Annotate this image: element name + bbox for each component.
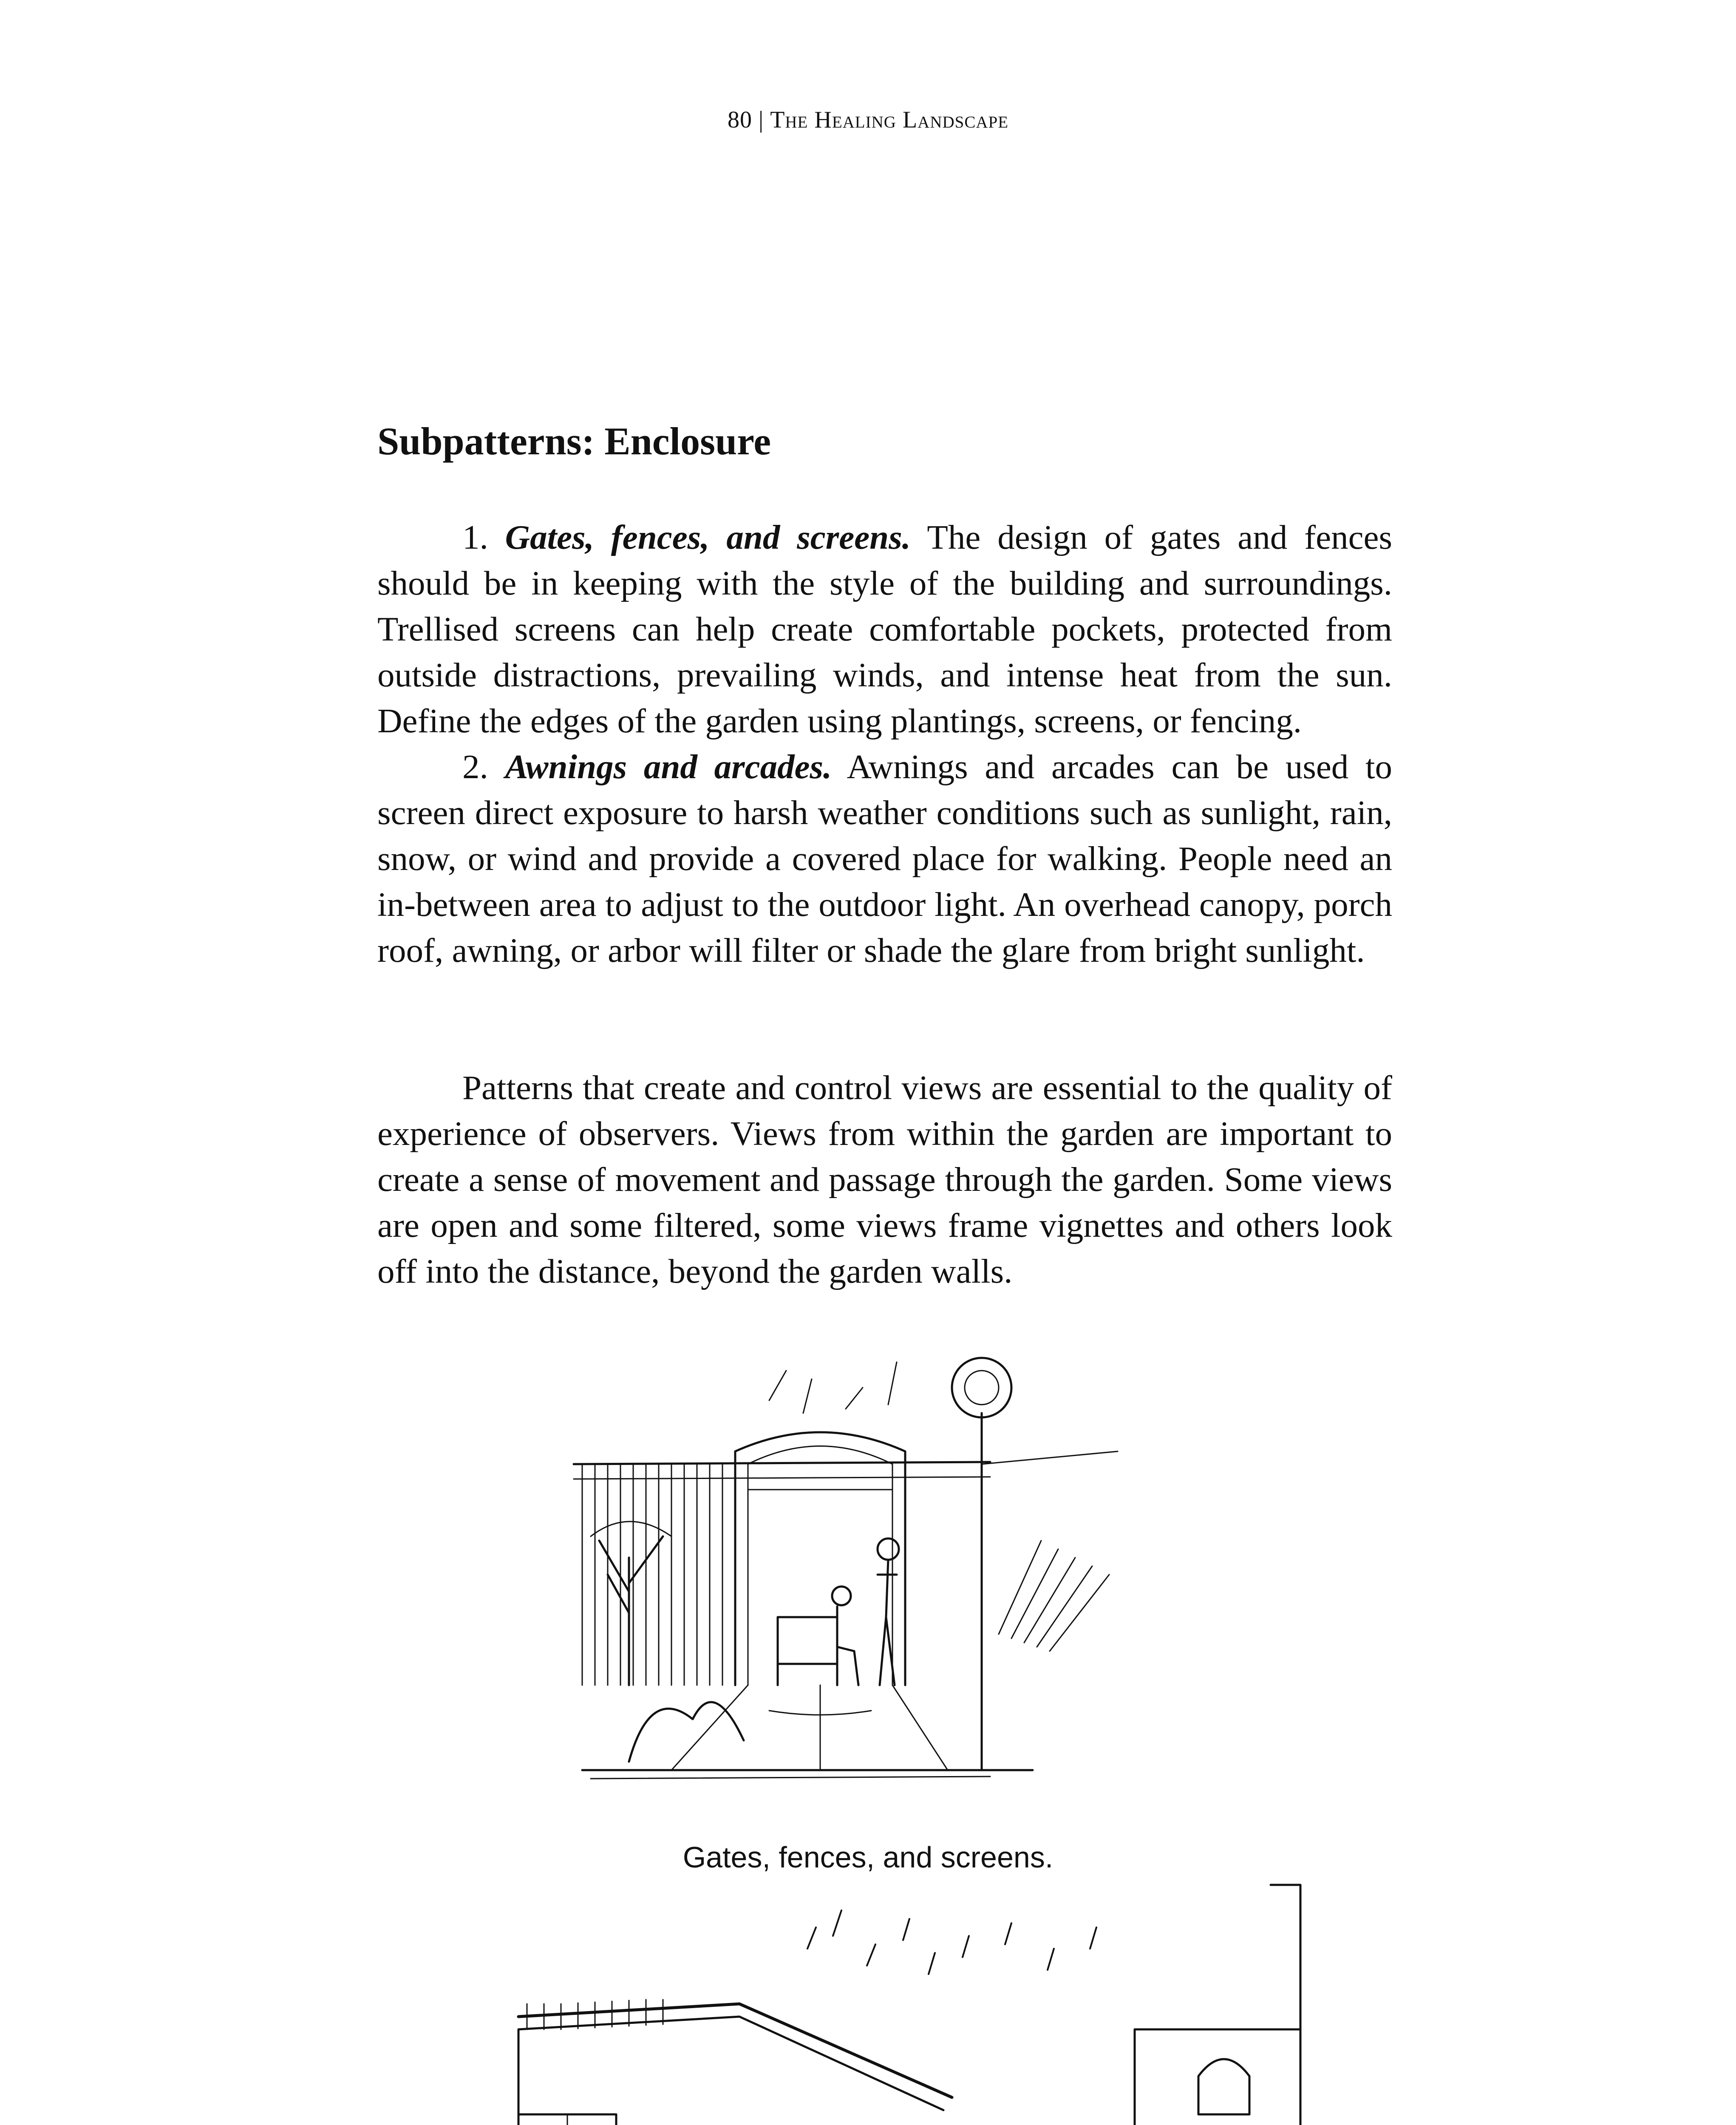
running-head: [0, 106, 1736, 133]
running-head-separator: |: [758, 107, 764, 133]
book-title: The Healing Landscape: [770, 107, 1009, 133]
item-title: Awnings and arcades.: [505, 748, 832, 786]
figure-caption: Gates, fences, and screens.: [683, 1841, 1053, 1874]
item-title: Gates, fences, and screens.: [505, 518, 911, 556]
views-paragraph: [377, 1065, 1392, 1294]
page-number: 80: [727, 107, 752, 133]
item-text: Awnings and arcades can be used to screen direct exposure to harsh weather conditions such as sunlight, rain, snow, or wind and provide a covered place for walking. People need an in-between area to adjust to the outdoor light. An overhead canopy, porch roof, awning, or arbor will filter or shade the glare from bright sunlight.: [377, 748, 1393, 969]
item-number: 2.: [462, 748, 488, 786]
body-paragraph: Patterns that create and control views are essential to the quality of experience of observers. Views from within the garden are important to create a sense of movement and passage through the garden. Some views are open and some filtered, some views frame vignettes and others look off into the distance, beyond the garden walls.: [377, 1068, 1392, 1290]
item-number: 1.: [462, 518, 488, 556]
item-text: The design of gates and fences should be in keeping with the style of the building and surroundings. Trellised screens can help create comfortable pockets, protected from outside distractions, prevailing winds, and intense heat from the sun. Define the edges of the garden using plantings, screens, or fencing.: [377, 518, 1393, 740]
list-item: [377, 514, 1392, 744]
list-item: [377, 744, 1392, 973]
section-heading: Subpatterns: Enclosure: [377, 419, 771, 463]
enclosure-list: [377, 514, 1392, 973]
garden-gate-sketch: [565, 1337, 1152, 1804]
awning-arcade-sketch: [501, 1876, 1317, 2125]
